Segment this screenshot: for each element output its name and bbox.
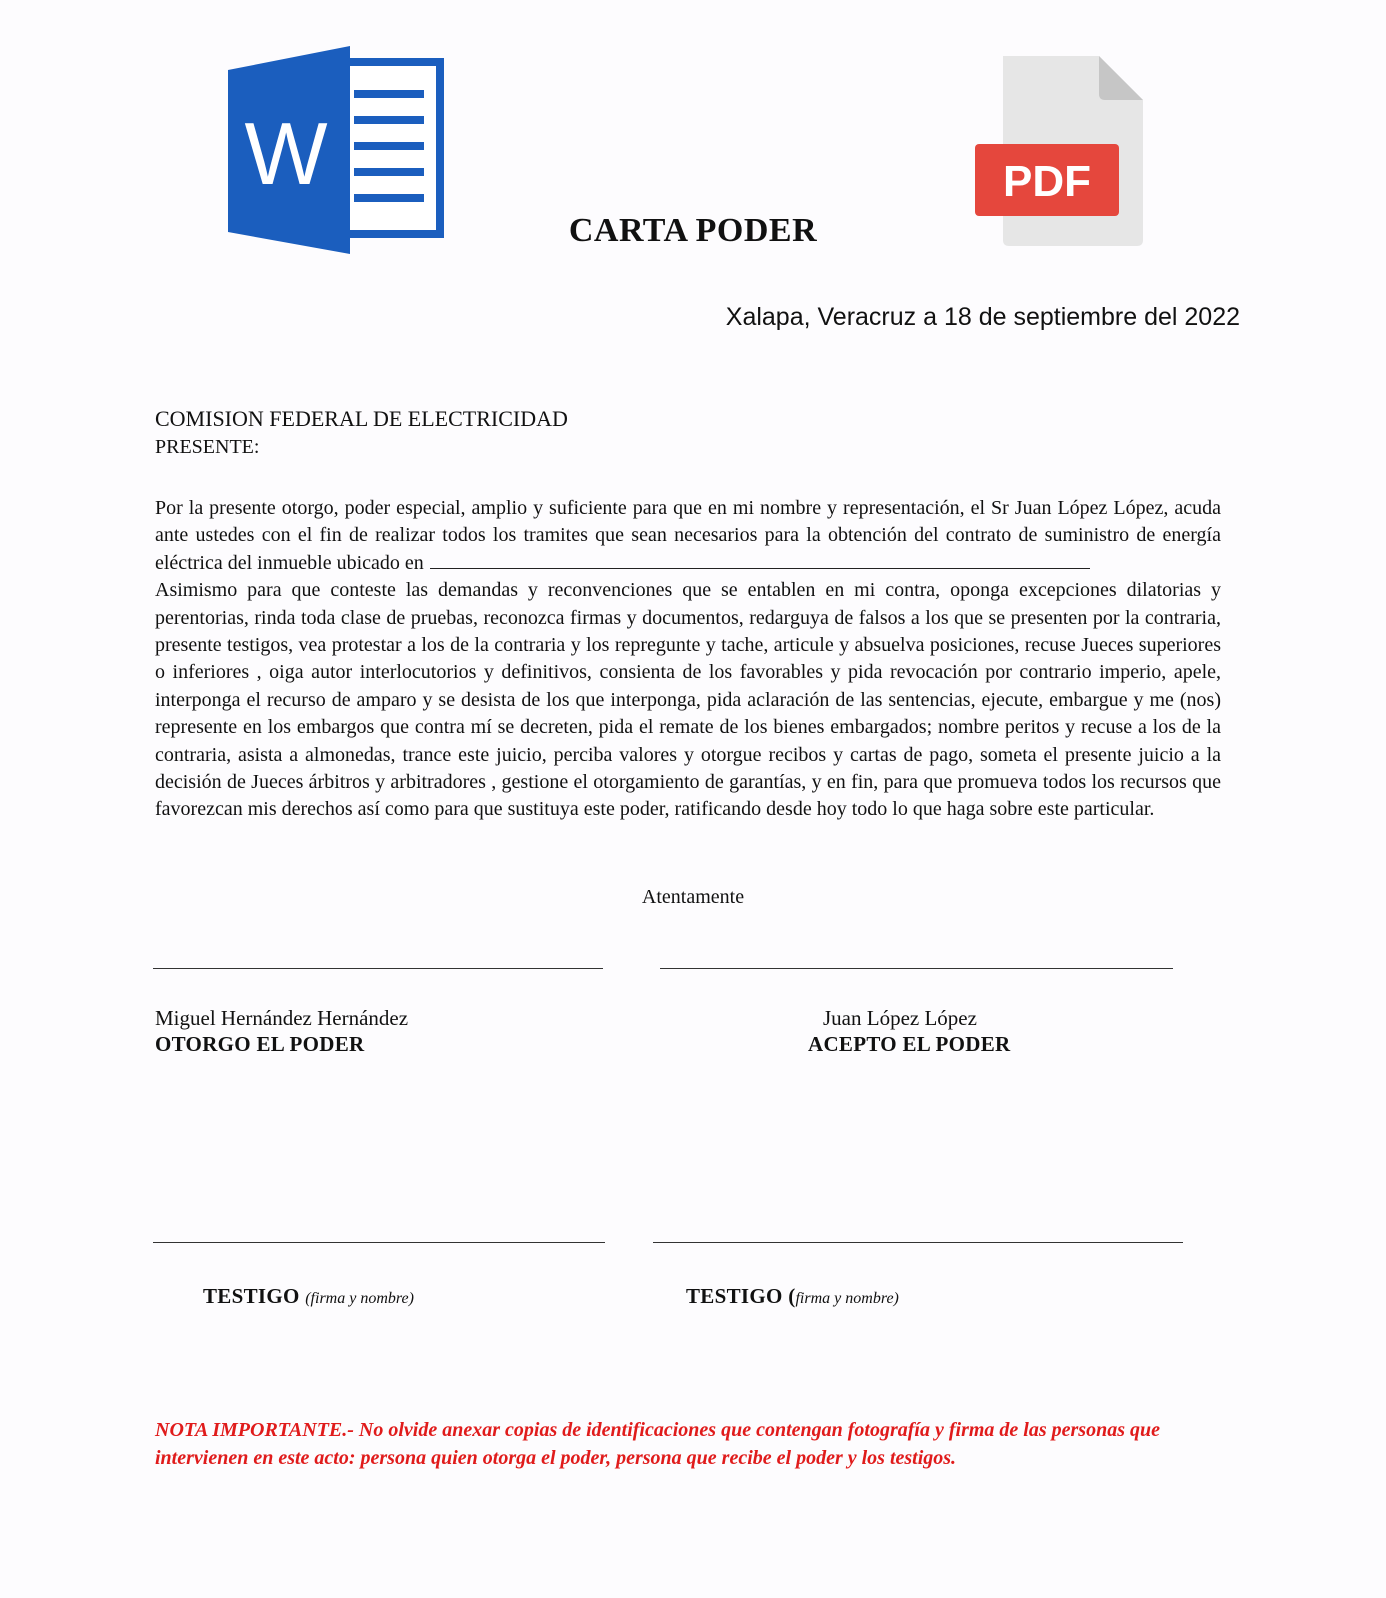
grantee-name: Juan López López xyxy=(823,1006,977,1030)
witness-2-signature-line xyxy=(653,1242,1183,1243)
place-and-date: Xalapa, Veracruz a 18 de septiembre del 2022 xyxy=(725,303,1240,331)
body-paragraph xyxy=(155,495,1221,577)
recipient-salutation: PRESENTE: xyxy=(155,436,260,458)
letter-body xyxy=(155,495,1221,824)
body-paragraph-1: Por la presente otorgo, poder especial, amplio y suficiente para que en mi nombre y representación, el Sr Juan López López, acuda ante ustedes con el fin de realizar todos los tramites que sean necesarios para la obtención del contrato de suministro de energía eléctrica del inmueble ubicado en xyxy=(155,497,1221,574)
svg-text:W: W xyxy=(244,104,328,203)
witness-2-title: TESTIGO ( xyxy=(686,1284,796,1308)
important-note: NOTA IMPORTANTE.- No olvide anexar copias de identificaciones que contengan fotografía y firma de las personas que intervienen en este acto: persona quien otorga el poder, persona que recibe el poder y los testigos. xyxy=(155,1419,1160,1469)
grantee-signature-line xyxy=(660,968,1173,969)
witness-1-note: (firma y nombre) xyxy=(305,1290,414,1307)
witness-1-label xyxy=(203,1284,414,1309)
svg-text:PDF: PDF xyxy=(1003,157,1091,206)
grantee-role: ACEPTO EL PODER xyxy=(808,1032,1011,1056)
body-paragraph-2: Asimismo para que conteste las demandas y reconvenciones que se entablen en mi contra, oponga excepciones dilatorias y perentorias, rinda toda clase de pruebas, reconozca firmas y documentos, redarguya de falsos a los que se presenten por la contraria, presente testigos, vea protestar a los de la contraria y los repregunte y tache, articule y absuelva posiciones, recuse Jueces superiores o inferiores , oiga autor interlocutorios y definitivos, consienta de los favorables y pida revocación por contrario imperio, apele, interponga el recurso de amparo y se desista de los que interponga, pida aclaración de las sentencias, ejecute, embargue y me (nos) represente en los embargos que contra mí se decreten, pida el remate de los bienes embargados; nombre peritos y recuse a los de la contraria, asista a almonedas, trance este juicio, perciba valores y otorgue recibos y cartas de pago, someta el presente juicio a la decisión de Jueces árbitros y arbitradores , gestione el otorgamiento de garantías, y en fin, para que promueva todos los recursos que favorezcan mis derechos así como para que sustituya este poder, ratificando desde hoy todo lo que haga sobre este particular. xyxy=(155,579,1221,821)
document-title: CARTA PODER xyxy=(568,212,818,249)
grantor-name: Miguel Hernández Hernández xyxy=(155,1006,409,1030)
address-blank-line xyxy=(430,550,1090,569)
witness-1-title: TESTIGO xyxy=(203,1284,300,1308)
grantor-signature-line xyxy=(153,968,603,969)
recipient-block xyxy=(155,405,568,461)
witness-2-label xyxy=(686,1284,899,1309)
witness-1-signature-line xyxy=(153,1242,605,1243)
recipient-name: COMISION FEDERAL DE ELECTRICIDAD xyxy=(155,406,568,431)
witness-2-note: firma y nombre) xyxy=(795,1290,899,1307)
grantor-role: OTORGO EL PODER xyxy=(155,1032,365,1056)
closing-text: Atentamente xyxy=(641,886,745,908)
